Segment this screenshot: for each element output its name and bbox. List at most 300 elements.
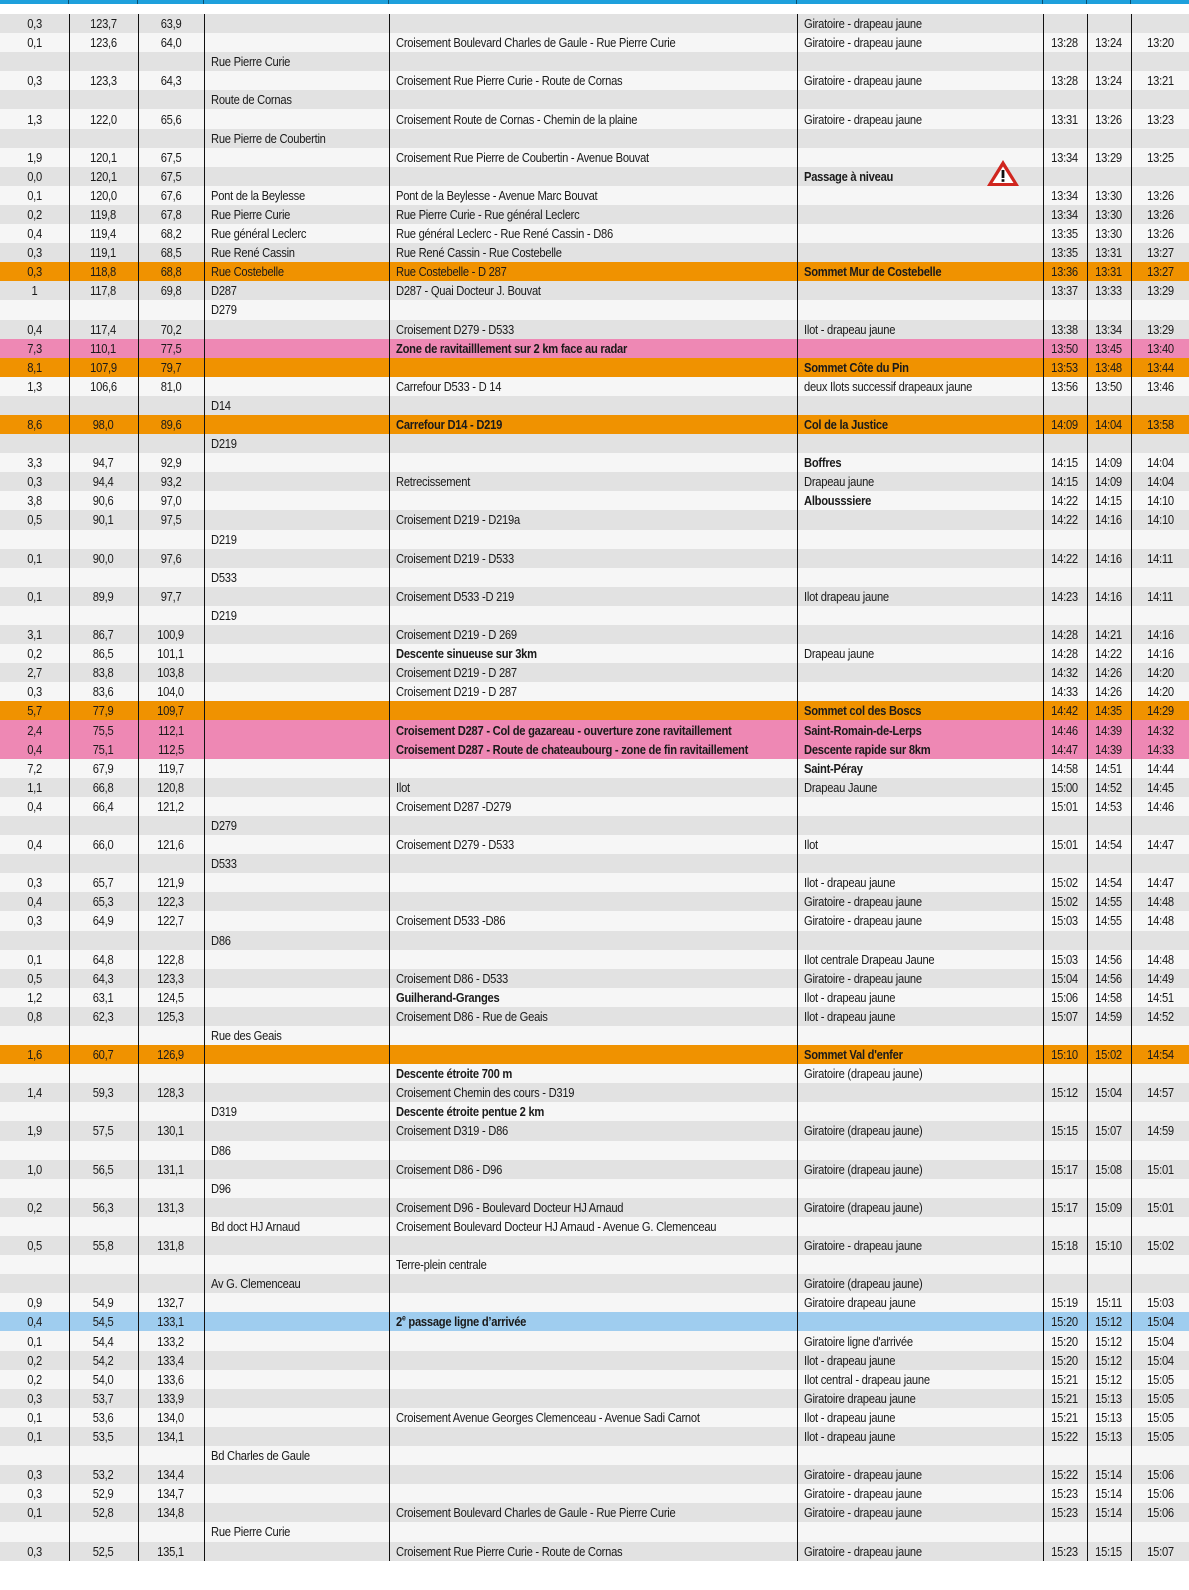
time-mid-cell-text: 15:14 (1095, 1467, 1123, 1483)
description-cell (389, 358, 797, 377)
table-row (0, 816, 1189, 835)
remaining-km-cell-text: 54,2 (93, 1352, 114, 1368)
remaining-km-cell (69, 472, 138, 491)
description-cell (389, 1083, 797, 1102)
info-cell (797, 1160, 1043, 1179)
description-cell (389, 1465, 797, 1484)
description-cell (389, 1408, 797, 1427)
total-km-cell-text: 121,6 (157, 837, 185, 853)
time-fast-cell (1131, 816, 1189, 835)
road-cell (204, 682, 389, 701)
description-cell (389, 434, 797, 453)
remaining-km-cell-text: 123,7 (90, 16, 117, 32)
time-slow-cell-text: 14:22 (1051, 550, 1079, 566)
time-slow-cell (1043, 71, 1087, 90)
road-cell (204, 1179, 389, 1198)
partial-km-cell (0, 1026, 69, 1045)
total-km-cell-text: 64,0 (160, 35, 182, 51)
info-cell (797, 1274, 1043, 1293)
time-fast-cell (1131, 1408, 1189, 1427)
info-cell (797, 1427, 1043, 1446)
road-cell-text: Bd Charles de Gaule (210, 1448, 310, 1464)
time-slow-cell-text: 14:28 (1051, 646, 1079, 662)
remaining-km-cell (69, 797, 138, 816)
time-slow-cell-text: 13:50 (1051, 340, 1079, 356)
time-fast-cell-text: 14:33 (1146, 741, 1174, 757)
time-mid-cell (1087, 1312, 1131, 1331)
remaining-km-cell (69, 587, 138, 606)
partial-km-cell-text: 2,7 (26, 665, 42, 681)
remaining-km-cell (69, 988, 138, 1007)
time-fast-cell-text: 15:03 (1146, 1295, 1174, 1311)
time-mid-cell-text: 15:13 (1095, 1428, 1123, 1444)
time-slow-cell (1043, 1370, 1087, 1389)
info-cell (797, 71, 1043, 90)
table-row (0, 969, 1189, 988)
time-slow-cell (1043, 1007, 1087, 1026)
description-cell (389, 510, 797, 529)
time-fast-cell-text: 14:47 (1146, 875, 1174, 891)
info-cell (797, 320, 1043, 339)
remaining-km-cell (69, 300, 138, 319)
description-cell (389, 33, 797, 52)
remaining-km-cell-text: 65,7 (93, 875, 114, 891)
road-cell-text: D533 (210, 856, 237, 872)
description-cell (389, 1331, 797, 1350)
remaining-km-cell (69, 1542, 138, 1561)
time-mid-cell-text: 14:09 (1095, 474, 1123, 490)
info-cell-text: Ilot - drapeau jaune (803, 1008, 895, 1024)
info-cell (797, 1121, 1043, 1140)
time-slow-cell (1043, 988, 1087, 1007)
time-mid-cell-text: 14:39 (1095, 722, 1123, 738)
road-cell (204, 453, 389, 472)
info-cell (797, 931, 1043, 950)
time-slow-cell (1043, 1236, 1087, 1255)
road-cell (204, 931, 389, 950)
time-slow-cell-text: 14:46 (1051, 722, 1079, 738)
description-cell (389, 377, 797, 396)
partial-km-cell (0, 1542, 69, 1561)
partial-km-cell-text: 0,3 (26, 474, 42, 490)
description-cell-text: Croisement D219 - D219a (395, 512, 520, 528)
info-cell (797, 625, 1043, 644)
road-cell (204, 109, 389, 128)
time-mid-cell (1087, 90, 1131, 109)
partial-km-cell (0, 988, 69, 1007)
time-fast-cell (1131, 1236, 1189, 1255)
time-slow-cell (1043, 415, 1087, 434)
table-row (0, 129, 1189, 148)
total-km-cell-text: 128,3 (157, 1085, 185, 1101)
header-divider (203, 0, 204, 4)
total-km-cell-text: 103,8 (157, 665, 185, 681)
description-cell (389, 549, 797, 568)
partial-km-cell-text: 0,3 (26, 1467, 42, 1483)
time-mid-cell (1087, 1083, 1131, 1102)
partial-km-cell (0, 377, 69, 396)
description-cell (389, 701, 797, 720)
time-slow-cell (1043, 663, 1087, 682)
time-mid-cell-text: 15:13 (1095, 1390, 1123, 1406)
time-fast-cell-text: 13:44 (1146, 359, 1174, 375)
remaining-km-cell (69, 644, 138, 663)
description-cell (389, 1542, 797, 1561)
partial-km-cell (0, 1255, 69, 1274)
info-cell-text: Sommet Val d'enfer (803, 1047, 903, 1063)
time-slow-cell-text: 14:32 (1051, 665, 1079, 681)
time-fast-cell (1131, 510, 1189, 529)
time-fast-cell-text: 15:04 (1146, 1352, 1174, 1368)
remaining-km-cell (69, 1236, 138, 1255)
total-km-cell (138, 816, 204, 835)
table-row (0, 71, 1189, 90)
time-slow-cell-text: 15:01 (1051, 798, 1079, 814)
partial-km-cell-text: 1,9 (26, 149, 42, 165)
info-cell (797, 33, 1043, 52)
time-fast-cell (1131, 453, 1189, 472)
remaining-km-cell (69, 71, 138, 90)
remaining-km-cell-text: 66,4 (93, 798, 114, 814)
description-cell (389, 969, 797, 988)
time-fast-cell (1131, 835, 1189, 854)
time-slow-cell-text: 15:12 (1051, 1085, 1079, 1101)
time-fast-cell (1131, 415, 1189, 434)
time-mid-cell (1087, 701, 1131, 720)
time-fast-cell (1131, 33, 1189, 52)
info-cell-text: Giratoire - drapeau jaune (803, 1505, 922, 1521)
description-cell (389, 14, 797, 33)
total-km-cell-text: 133,4 (157, 1352, 185, 1368)
remaining-km-cell-text: 56,3 (93, 1199, 114, 1215)
time-mid-cell-text: 14:53 (1095, 798, 1123, 814)
description-cell-text: Croisement D319 - D86 (395, 1123, 508, 1139)
remaining-km-cell (69, 1427, 138, 1446)
info-cell-text: deux Ilots successif drapeaux jaune (803, 378, 972, 394)
time-slow-cell (1043, 1351, 1087, 1370)
info-cell (797, 892, 1043, 911)
time-fast-cell (1131, 262, 1189, 281)
total-km-cell (138, 568, 204, 587)
time-slow-cell (1043, 1446, 1087, 1465)
info-cell (797, 1408, 1043, 1427)
table-row (0, 568, 1189, 587)
time-slow-cell (1043, 606, 1087, 625)
time-slow-cell-text: 13:35 (1051, 245, 1079, 261)
partial-km-cell (0, 472, 69, 491)
partial-km-cell-text: 0,2 (26, 1352, 42, 1368)
time-slow-cell (1043, 1045, 1087, 1064)
time-slow-cell-text: 15:22 (1051, 1467, 1079, 1483)
time-slow-cell (1043, 396, 1087, 415)
info-cell (797, 1503, 1043, 1522)
total-km-cell-text: 123,3 (157, 970, 185, 986)
time-fast-cell (1131, 1389, 1189, 1408)
info-cell (797, 1198, 1043, 1217)
total-km-cell (138, 892, 204, 911)
table-row (0, 90, 1189, 109)
info-cell (797, 1236, 1043, 1255)
time-mid-cell-text: 14:54 (1095, 837, 1123, 853)
description-cell (389, 587, 797, 606)
info-cell (797, 1542, 1043, 1561)
remaining-km-cell-text: 54,4 (93, 1333, 114, 1349)
total-km-cell-text: 124,5 (157, 989, 185, 1005)
total-km-cell (138, 434, 204, 453)
partial-km-cell (0, 415, 69, 434)
info-cell (797, 1484, 1043, 1503)
remaining-km-cell-text: 120,1 (90, 168, 117, 184)
time-slow-cell (1043, 701, 1087, 720)
time-fast-cell (1131, 988, 1189, 1007)
time-slow-cell-text: 14:33 (1051, 684, 1079, 700)
road-cell-text: D86 (210, 932, 231, 948)
total-km-cell (138, 1542, 204, 1561)
description-cell (389, 129, 797, 148)
info-cell-text: Passage à niveau (803, 168, 893, 184)
time-fast-cell (1131, 682, 1189, 701)
time-fast-cell (1131, 720, 1189, 739)
time-slow-cell-text: 15:03 (1051, 913, 1079, 929)
time-slow-cell (1043, 491, 1087, 510)
time-slow-cell (1043, 873, 1087, 892)
time-slow-cell (1043, 1503, 1087, 1522)
description-cell (389, 835, 797, 854)
remaining-km-cell (69, 701, 138, 720)
time-slow-cell-text: 15:23 (1051, 1505, 1079, 1521)
time-fast-cell-text: 15:05 (1146, 1409, 1174, 1425)
description-cell (389, 854, 797, 873)
info-cell (797, 472, 1043, 491)
road-cell (204, 1083, 389, 1102)
remaining-km-cell-text: 53,2 (93, 1467, 114, 1483)
time-mid-cell (1087, 396, 1131, 415)
info-cell-text: Giratoire ligne d'arrivée (803, 1333, 913, 1349)
description-cell-text: Terre-plein centrale (395, 1257, 487, 1273)
time-mid-cell (1087, 1503, 1131, 1522)
total-km-cell (138, 167, 204, 186)
table-row (0, 911, 1189, 930)
description-cell (389, 453, 797, 472)
time-fast-cell (1131, 701, 1189, 720)
info-cell-text: Giratoire (drapeau jaune) (803, 1066, 922, 1082)
partial-km-cell (0, 1312, 69, 1331)
description-cell (389, 740, 797, 759)
time-slow-cell-text: 15:15 (1051, 1123, 1079, 1139)
remaining-km-cell (69, 434, 138, 453)
time-slow-cell-text: 15:21 (1051, 1409, 1079, 1425)
partial-km-cell-text: 0,2 (26, 206, 42, 222)
table-row (0, 759, 1189, 778)
total-km-cell (138, 1236, 204, 1255)
remaining-km-cell (69, 205, 138, 224)
time-slow-cell (1043, 759, 1087, 778)
remaining-km-cell (69, 568, 138, 587)
partial-km-cell (0, 1446, 69, 1465)
description-cell-text: Croisement D86 - D533 (395, 970, 508, 986)
road-cell (204, 167, 389, 186)
time-mid-cell-text: 14:16 (1095, 588, 1123, 604)
time-fast-cell (1131, 167, 1189, 186)
total-km-cell (138, 854, 204, 873)
total-km-cell (138, 300, 204, 319)
road-cell (204, 1141, 389, 1160)
info-cell-text: Giratoire - drapeau jaune (803, 894, 922, 910)
partial-km-cell-text: 0,3 (26, 913, 42, 929)
time-fast-cell-text: 14:16 (1146, 627, 1174, 643)
total-km-cell-text: 131,1 (157, 1161, 185, 1177)
time-mid-cell-text: 14:21 (1095, 627, 1123, 643)
road-cell (204, 1351, 389, 1370)
total-km-cell-text: 89,6 (160, 417, 182, 433)
total-km-cell-text: 133,6 (157, 1371, 185, 1387)
table-row (0, 797, 1189, 816)
time-fast-cell (1131, 205, 1189, 224)
road-cell (204, 740, 389, 759)
description-cell (389, 1141, 797, 1160)
info-cell-text: Giratoire - drapeau jaune (803, 1543, 922, 1559)
total-km-cell (138, 587, 204, 606)
table-row (0, 1522, 1189, 1541)
total-km-cell (138, 950, 204, 969)
info-cell (797, 281, 1043, 300)
time-slow-cell (1043, 911, 1087, 930)
time-mid-cell-text: 14:54 (1095, 875, 1123, 891)
info-cell (797, 530, 1043, 549)
info-cell-text: Drapeau Jaune (803, 779, 877, 795)
time-mid-cell (1087, 1370, 1131, 1389)
table-row (0, 453, 1189, 472)
description-cell-text: Croisement D86 - D96 (395, 1161, 502, 1177)
time-fast-cell (1131, 1198, 1189, 1217)
table-row (0, 1007, 1189, 1026)
time-fast-cell (1131, 1427, 1189, 1446)
remaining-km-cell-text: 59,3 (93, 1085, 114, 1101)
partial-km-cell (0, 1217, 69, 1236)
info-cell-text: Col de la Justice (803, 417, 888, 433)
total-km-cell-text: 93,2 (160, 474, 182, 490)
time-mid-cell (1087, 1198, 1131, 1217)
remaining-km-cell-text: 117,8 (90, 283, 117, 299)
partial-km-cell (0, 1503, 69, 1522)
total-km-cell-text: 132,7 (157, 1295, 185, 1311)
time-fast-cell (1131, 1217, 1189, 1236)
partial-km-cell (0, 740, 69, 759)
total-km-cell (138, 797, 204, 816)
description-cell (389, 1503, 797, 1522)
time-slow-cell (1043, 90, 1087, 109)
description-cell (389, 530, 797, 549)
road-cell-text: Rue Pierre de Coubertin (210, 130, 326, 146)
table-row (0, 530, 1189, 549)
time-slow-cell-text: 15:17 (1051, 1161, 1079, 1177)
remaining-km-cell (69, 835, 138, 854)
info-cell (797, 1064, 1043, 1083)
partial-km-cell (0, 530, 69, 549)
total-km-cell (138, 1465, 204, 1484)
time-mid-cell-text: 14:04 (1095, 417, 1123, 433)
remaining-km-cell (69, 931, 138, 950)
partial-km-cell (0, 568, 69, 587)
time-slow-cell-text: 13:35 (1051, 226, 1079, 242)
time-mid-cell (1087, 224, 1131, 243)
info-cell (797, 1255, 1043, 1274)
time-mid-cell (1087, 1026, 1131, 1045)
time-fast-cell-text: 14:11 (1147, 588, 1174, 604)
table-row (0, 1351, 1189, 1370)
road-cell (204, 510, 389, 529)
partial-km-cell (0, 1427, 69, 1446)
remaining-km-cell (69, 109, 138, 128)
remaining-km-cell (69, 167, 138, 186)
time-fast-cell (1131, 1007, 1189, 1026)
info-cell (797, 1179, 1043, 1198)
description-cell-text: Croisement D287 -D279 (395, 798, 511, 814)
description-cell-text: Rue général Leclerc - Rue René Cassin - D86 (395, 226, 613, 242)
time-slow-cell (1043, 434, 1087, 453)
time-slow-cell (1043, 205, 1087, 224)
total-km-cell-text: 130,1 (157, 1123, 185, 1139)
info-cell-text: Giratoire - drapeau jaune (803, 1467, 922, 1483)
time-slow-cell (1043, 358, 1087, 377)
time-mid-cell-text: 14:55 (1095, 913, 1123, 929)
remaining-km-cell (69, 892, 138, 911)
time-fast-cell (1131, 625, 1189, 644)
time-fast-cell (1131, 587, 1189, 606)
description-cell (389, 1007, 797, 1026)
time-mid-cell (1087, 663, 1131, 682)
time-fast-cell (1131, 1522, 1189, 1541)
time-mid-cell (1087, 530, 1131, 549)
time-slow-cell (1043, 625, 1087, 644)
partial-km-cell (0, 109, 69, 128)
remaining-km-cell (69, 1007, 138, 1026)
time-fast-cell (1131, 1141, 1189, 1160)
total-km-cell (138, 205, 204, 224)
total-km-cell-text: 97,0 (160, 493, 182, 509)
info-cell (797, 682, 1043, 701)
road-cell (204, 1522, 389, 1541)
remaining-km-cell-text: 120,1 (90, 149, 117, 165)
table-row (0, 1370, 1189, 1389)
description-cell (389, 606, 797, 625)
info-cell (797, 243, 1043, 262)
time-mid-cell (1087, 491, 1131, 510)
time-slow-cell (1043, 148, 1087, 167)
remaining-km-cell-text: 107,9 (90, 359, 117, 375)
remaining-km-cell (69, 243, 138, 262)
time-mid-cell (1087, 1522, 1131, 1541)
info-cell (797, 1007, 1043, 1026)
description-cell-text: Croisement Boulevard Charles de Gaule - Rue Pierre Curie (395, 1505, 675, 1521)
description-cell-text: Rue René Cassin - Rue Costebelle (395, 245, 562, 261)
time-mid-cell-text: 13:30 (1095, 187, 1123, 203)
time-mid-cell-text: 15:09 (1095, 1199, 1123, 1215)
total-km-cell (138, 1198, 204, 1217)
total-km-cell-text: 77,5 (160, 340, 182, 356)
time-mid-cell-text: 13:31 (1095, 245, 1123, 261)
remaining-km-cell-text: 54,9 (93, 1295, 114, 1311)
total-km-cell (138, 644, 204, 663)
remaining-km-cell (69, 1160, 138, 1179)
partial-km-cell (0, 434, 69, 453)
total-km-cell (138, 873, 204, 892)
info-cell-text: Giratoire drapeau jaune (803, 1295, 916, 1311)
total-km-cell (138, 1522, 204, 1541)
table-row (0, 1198, 1189, 1217)
time-mid-cell-text: 14:09 (1095, 455, 1123, 471)
total-km-cell (138, 1484, 204, 1503)
